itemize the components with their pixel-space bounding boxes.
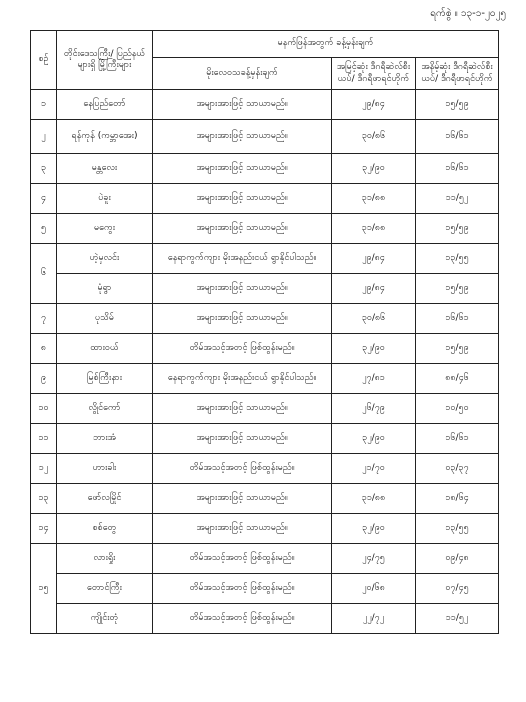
city-cell: ထားဝယ်: [57, 334, 153, 364]
city-cell: လားရှိုး: [57, 544, 153, 574]
max-temp-cell: ၂၂/၇၂: [332, 604, 416, 634]
min-temp-cell: ၁၀/၅၀: [416, 394, 499, 424]
weather-cell: အများအားဖြင့် သာယာမည်။: [153, 120, 332, 154]
city-cell: မန္တလေး: [57, 154, 153, 184]
city-cell: ဖော်လမြိုင်: [57, 484, 153, 514]
weather-cell: အများအားဖြင့် သာယာမည်။: [153, 304, 332, 334]
header-min-temp: အနိမ့်ဆုံး ဒီဂရီဆဲလ်စီးယပ်/ ဒီဂရီဖာရင်ဟိုက်: [416, 58, 499, 90]
table-row: [31, 90, 499, 120]
min-temp-cell: ၁၅/၅၉: [416, 90, 499, 120]
max-temp-cell: ၃၂/၉၀: [332, 514, 416, 544]
city-cell: စစ်တွေ: [57, 514, 153, 544]
document-date: ရက်စွဲ ။ ၁၃-၁-၂၀၂၅: [430, 8, 506, 19]
weather-cell: အများအားဖြင့် သာယာမည်။: [153, 214, 332, 244]
max-temp-cell: ၂၉/၈၄: [332, 90, 416, 120]
min-temp-cell: ၁၅/၅၉: [416, 334, 499, 364]
table-body: [31, 90, 499, 634]
min-temp-cell: ၀၇/၄၅: [416, 574, 499, 604]
min-temp-cell: ၀၉/၄၈: [416, 544, 499, 574]
max-temp-cell: ၂၀/၆၈: [332, 574, 416, 604]
weather-cell: တိမ်အသင့်အတင့် ဖြစ်ထွန်းမည်။: [153, 454, 332, 484]
max-temp-cell: ၃၂/၉၀: [332, 424, 416, 454]
weather-cell: အများအားဖြင့် သာယာမည်။: [153, 90, 332, 120]
row-number: ၆: [31, 244, 57, 304]
city-cell: တောင်ကြီး: [57, 574, 153, 604]
max-temp-cell: ၃၀/၈၆: [332, 120, 416, 154]
min-temp-cell: ၁၅/၅၉: [416, 274, 499, 304]
row-number: ၁: [31, 90, 57, 120]
table-row: [31, 424, 499, 454]
city-cell: မကွေး: [57, 214, 153, 244]
table-row: [31, 394, 499, 424]
city-cell: ဟဲ့မှလင်း: [57, 244, 153, 274]
max-temp-cell: ၂၇/၈၁: [332, 364, 416, 394]
max-temp-cell: ၃၁/၈၈: [332, 214, 416, 244]
table-row: [31, 334, 499, 364]
min-temp-cell: ၁၈/၆၄: [416, 484, 499, 514]
max-temp-cell: ၂၁/၇၀: [332, 454, 416, 484]
city-cell: ဟားခါး: [57, 454, 153, 484]
city-cell: ရန်ကုန် (ကမ္ဘာအေး): [57, 120, 153, 154]
weather-cell: အများအားဖြင့် သာယာမည်။: [153, 514, 332, 544]
table-row: [31, 484, 499, 514]
table-row: [31, 364, 499, 394]
weather-cell: တိမ်အသင့်အတင့် ဖြစ်ထွန်းမည်။: [153, 544, 332, 574]
table-row: [31, 304, 499, 334]
max-temp-cell: ၃၂/၉၀: [332, 334, 416, 364]
max-temp-cell: ၃၁/၈၈: [332, 184, 416, 214]
min-temp-cell: ၁၃/၅၅: [416, 244, 499, 274]
row-number: ၁၂: [31, 454, 57, 484]
row-number: ၁၀: [31, 394, 57, 424]
table-row: [31, 184, 499, 214]
row-number: ၇: [31, 304, 57, 334]
city-cell: မြစ်ကြီးနား: [57, 364, 153, 394]
header-region: တိုင်းဒေသကြီး/ ပြည်နယ်များရှိ မြို့ကြီးများ: [57, 31, 153, 90]
weather-cell: အများအားဖြင့် သာယာမည်။: [153, 274, 332, 304]
weather-cell: အများအားဖြင့် သာယာမည်။: [153, 424, 332, 454]
table-row: [31, 544, 499, 574]
max-temp-cell: ၂၆/၇၉: [332, 394, 416, 424]
min-temp-cell: ၁၅/၅၉: [416, 214, 499, 244]
weather-cell: အများအားဖြင့် သာယာမည်။: [153, 484, 332, 514]
min-temp-cell: ၁၆/၆၁: [416, 424, 499, 454]
row-number: ၃: [31, 154, 57, 184]
weather-cell: တိမ်အသင့်အတင့် ဖြစ်ထွန်းမည်။: [153, 574, 332, 604]
row-number: ၅: [31, 214, 57, 244]
table-row: [31, 274, 499, 304]
header-forecast-group: မနက်ဖြန်အတွက် ခန့်မှန်းချက်: [153, 31, 499, 58]
min-temp-cell: ၁၁/၅၂: [416, 184, 499, 214]
max-temp-cell: ၃၂/၉၀: [332, 154, 416, 184]
city-cell: ပဲခူး: [57, 184, 153, 214]
table-row: [31, 120, 499, 154]
weather-cell: နေရာကွက်ကျား မိုးအနည်းငယ် ရွာနိုင်ပါသည်။: [153, 364, 332, 394]
weather-cell: အများအားဖြင့် သာယာမည်။: [153, 184, 332, 214]
row-number: ၉: [31, 364, 57, 394]
city-cell: ကျိုင်းတုံ: [57, 604, 153, 634]
row-number: ၄: [31, 184, 57, 214]
row-number: ၁၅: [31, 544, 57, 634]
min-temp-cell: ၁၆/၆၁: [416, 304, 499, 334]
table-row: [31, 514, 499, 544]
city-cell: ဘားအံ: [57, 424, 153, 454]
city-cell: နေပြည်တော်: [57, 90, 153, 120]
weather-cell: တိမ်အသင့်အတင့် ဖြစ်ထွန်းမည်။: [153, 334, 332, 364]
min-temp-cell: ၈၈/၄၆: [416, 364, 499, 394]
max-temp-cell: ၂၉/၈၄: [332, 274, 416, 304]
weather-cell: နေရာကွက်ကျား မိုးအနည်းငယ် ရွာနိုင်ပါသည်။: [153, 244, 332, 274]
row-number: ၁၄: [31, 514, 57, 544]
table-row: [31, 604, 499, 634]
row-number: ၂: [31, 120, 57, 154]
city-cell: မုံရွာ: [57, 274, 153, 304]
min-temp-cell: ၁၃/၅၅: [416, 514, 499, 544]
header-weather: မိုးလေဝသခန့်မှန်းချက်: [153, 58, 332, 90]
row-number: ၁၁: [31, 424, 57, 454]
min-temp-cell: ၀၃/၃၇: [416, 454, 499, 484]
max-temp-cell: ၂၄/၇၅: [332, 544, 416, 574]
min-temp-cell: ၁၆/၆၁: [416, 120, 499, 154]
forecast-table: [30, 30, 499, 634]
table-row: [31, 244, 499, 274]
header-no: စဉ်: [31, 31, 57, 90]
row-number: ၈: [31, 334, 57, 364]
table-row: [31, 454, 499, 484]
table-row: [31, 574, 499, 604]
max-temp-cell: ၃၁/၈၈: [332, 484, 416, 514]
table-row: [31, 214, 499, 244]
min-temp-cell: ၁၁/၅၂: [416, 604, 499, 634]
weather-cell: အများအားဖြင့် သာယာမည်။: [153, 394, 332, 424]
city-cell: ပုသိမ်: [57, 304, 153, 334]
city-cell: လွိုင်ကော်: [57, 394, 153, 424]
header-max-temp: အမြင့်ဆုံး ဒီဂရီဆဲလ်စီးယပ်/ ဒီဂရီဖာရင်ဟိုက်: [332, 58, 416, 90]
weather-cell: တိမ်အသင့်အတင့် ဖြစ်ထွန်းမည်။: [153, 604, 332, 634]
max-temp-cell: ၃၀/၈၆: [332, 304, 416, 334]
row-number: ၁၃: [31, 484, 57, 514]
weather-cell: အများအားဖြင့် သာယာမည်။: [153, 154, 332, 184]
min-temp-cell: ၁၆/၆၁: [416, 154, 499, 184]
table-row: [31, 154, 499, 184]
max-temp-cell: ၂၉/၈၄: [332, 244, 416, 274]
